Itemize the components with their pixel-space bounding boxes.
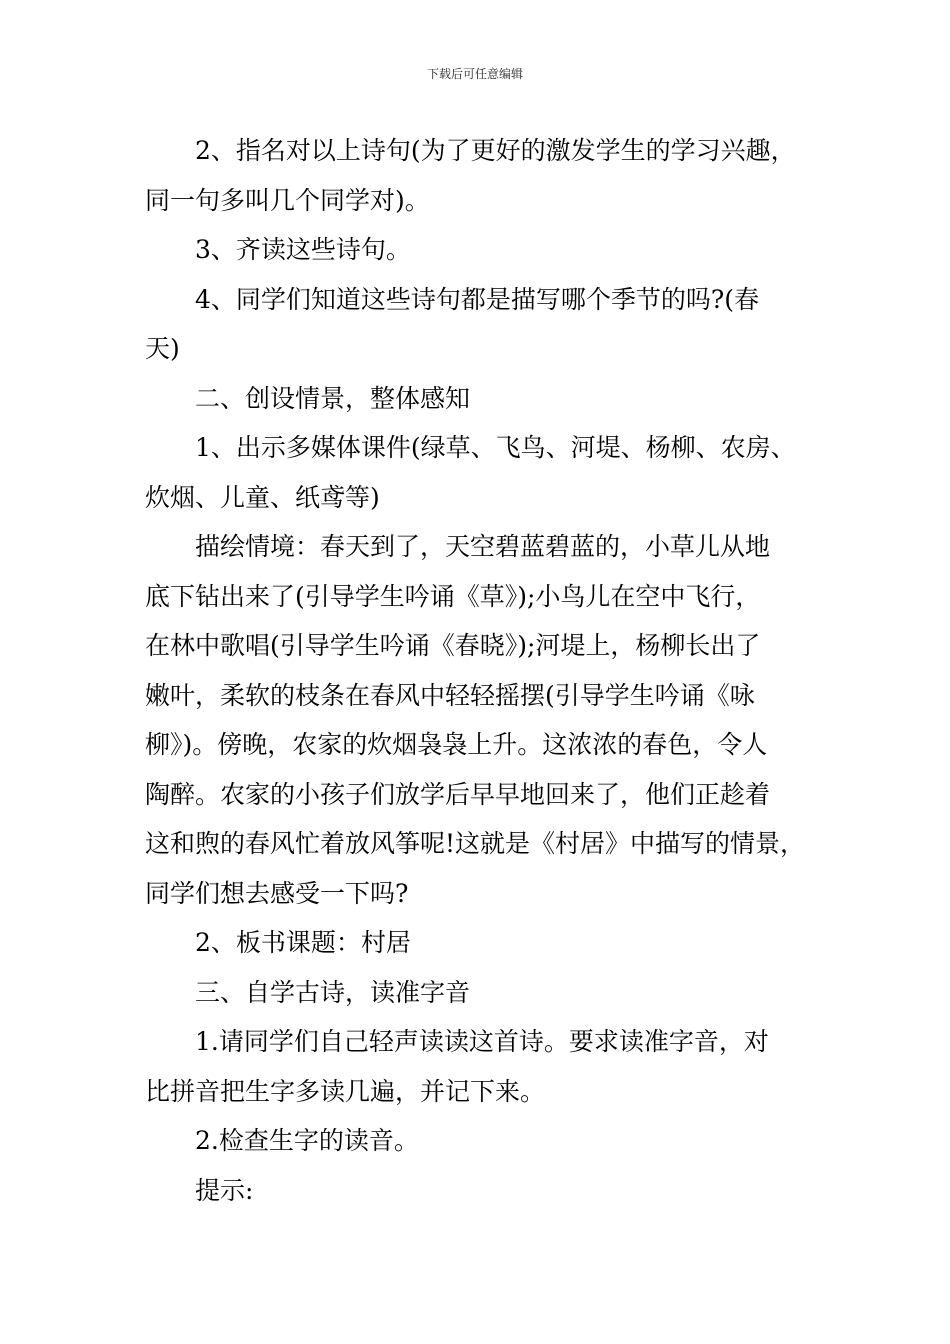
text-line: 1、出示多媒体课件(绿草、飞鸟、河堤、杨柳、农房、 [195,433,796,462]
text-line: 4、同学们知道这些诗句都是描写哪个季节的吗?(春 [195,284,760,314]
text-line: 1.请同学们自己轻声读读这首诗。要求读准字音，对 [195,1027,769,1056]
text-line: 2、板书课题：村居 [195,928,411,957]
text-line: 天) [145,334,180,363]
text-line: 3、齐读这些诗句。 [195,235,411,264]
text-line: 二、创设情景，整体感知 [195,383,471,413]
text-line: 比拼音把生字多读几遍，并记下来。 [145,1076,546,1106]
text-line: 底下钻出来了(引导学生吟诵《草》);小鸟儿在空中飞行， [145,581,761,611]
text-line: 炊烟、儿童、纸鸢等) [145,482,380,512]
document-body [145,126,835,1215]
text-line: 描绘情境：春天到了，天空碧蓝碧蓝的，小草儿从地 [195,532,771,561]
text-line: 柳》)。傍晚，农家的炊烟袅袅上升。这浓浓的春色，令人 [145,730,768,759]
page-header: 下载后可任意编辑 [426,67,523,81]
text-line: 提示: [195,1175,254,1205]
text-line: 这和煦的春风忙着放风筝呢!这就是《村居》中描写的情景， [145,829,806,858]
text-line: 同一句多叫几个同学对)。 [145,185,430,215]
text-line: 2、指名对以上诗句(为了更好的激发学生的学习兴趣， [195,136,796,165]
text-line: 嫩叶，柔软的枝条在春风中轻轻摇摆(引导学生吟诵《咏 [145,680,755,710]
text-line: 三、自学古诗，读准字音 [195,977,471,1007]
text-line: 陶醉。农家的小孩子们放学后早早地回来了，他们正趁着 [145,779,771,809]
text-line: 同学们想去感受一下吗? [145,878,409,908]
text-line: 2.检查生字的读音。 [195,1126,419,1155]
text-line: 在林中歌唱(引导学生吟诵《春晓》);河堤上，杨柳长出了 [145,631,761,660]
